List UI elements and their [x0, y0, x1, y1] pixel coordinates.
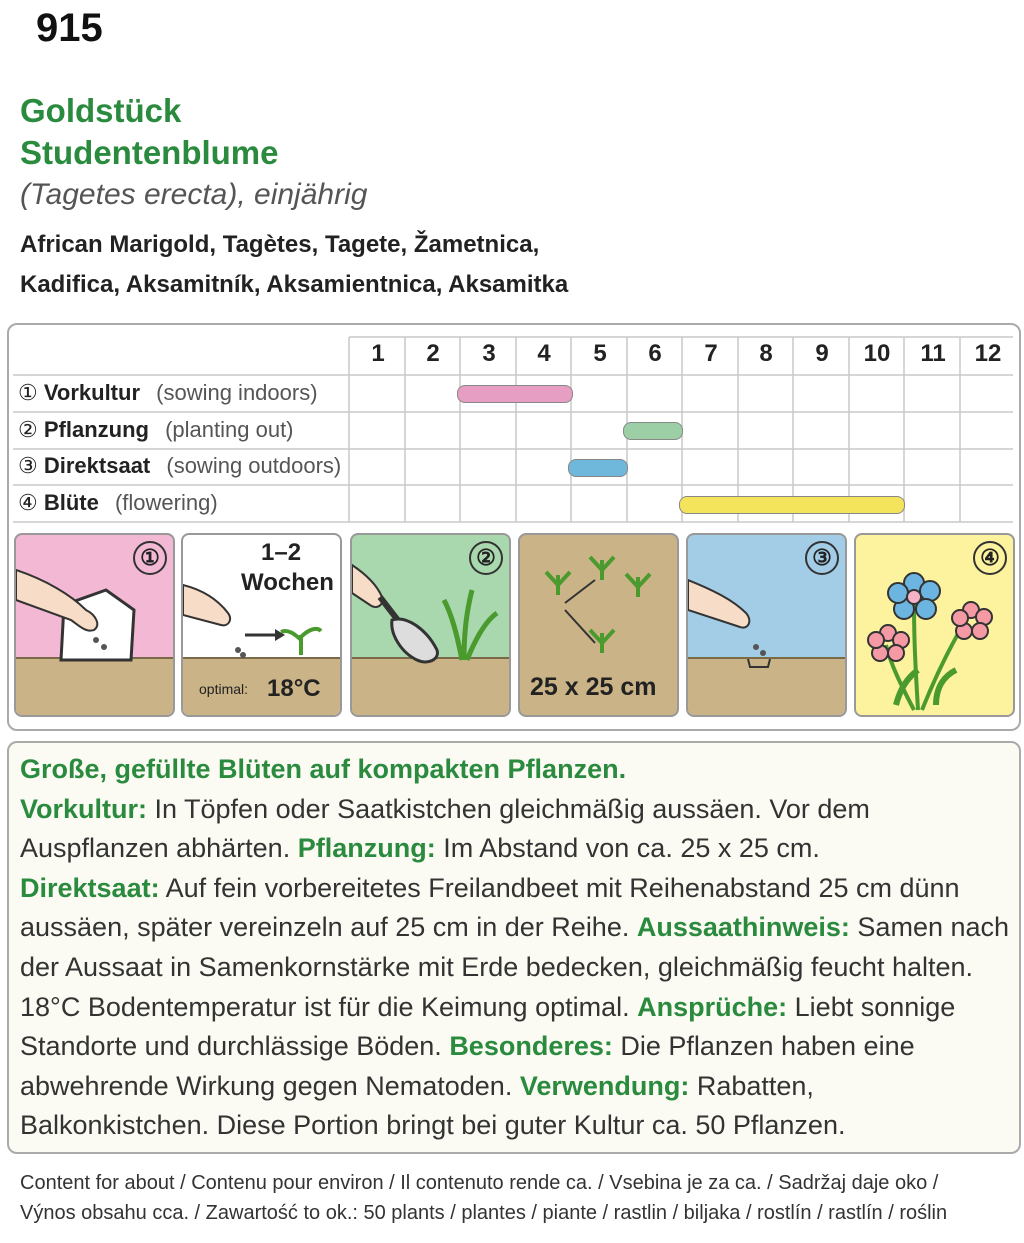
description-text [20, 750, 1010, 1146]
step-1-badge: ① [133, 541, 167, 575]
month-label-10: 10 [863, 340, 891, 367]
plant-name: Studentenblume [20, 134, 279, 171]
bar-planting-out [623, 422, 683, 440]
weeks-label: Wochen [241, 569, 334, 596]
verwendung-text: Rabatten, Balkonkistchen. Diese Portion bringt bei guter Kultur ca. 50 Pflanzen. [20, 1070, 846, 1141]
spacing-label: 25 x 25 cm [530, 673, 657, 701]
headline: Große, gefüllte Blüten auf kompakten Pflanzen. [20, 754, 627, 784]
aussaathinweis-label: Aussaathinweis: [636, 912, 850, 943]
weeks-range: 1–2 [261, 539, 302, 566]
bar-flowering [679, 496, 905, 514]
verwendung-label: Verwendung: [519, 1070, 690, 1101]
step-number-icon: ① [18, 380, 38, 405]
pflanzung-text: Im Abstand von ca. 25 x 25 cm. [435, 833, 820, 864]
besonderes-text: Die Pflanzen haben eine abwehrende Wirkung gegen Nematoden. [20, 1031, 915, 1101]
optimal-temperature: 18°C [267, 675, 321, 702]
step-3-badge: ③ [805, 541, 839, 575]
month-label-12: 12 [974, 340, 1002, 367]
common-names-line1: African Marigold, Tagètes, Tagete, Žametnica, [20, 231, 540, 258]
row-title: Direktsaat [43, 453, 151, 478]
pflanzung-label: Pflanzung: [297, 833, 436, 864]
panel-sowing-indoors [14, 533, 175, 717]
step-number-icon: ② [18, 417, 38, 442]
direktsaat-text: Auf fein vorbereitetes Freilandbeet mit Reihenabstand 25 cm dünn aussäen, später vereinzeln auf 25 cm in der Reihe. [20, 872, 960, 943]
content-note-line2: Výnos obsahu cca. / Zawartość to ok.: 50 plants / plantes / piante / rastlin / biljaka / rostlín / rastlín / roślin [20, 1202, 948, 1224]
panel-spacing [518, 533, 679, 717]
step-number-icon: ③ [18, 453, 38, 478]
calendar-row-sowing-outdoors [18, 453, 341, 479]
step-2-badge: ② [469, 541, 503, 575]
aussaathinweis-text: Samen nach der Aussaat in Samenkornstärke mit Erde bedecken, gleichmäßig feucht halten. 18°C Bodentemperatur ist für die Keimung optimal. [20, 912, 1010, 1022]
step-number-icon: ④ [18, 490, 38, 515]
row-title: Pflanzung [43, 417, 149, 442]
row-subtitle: (planting out) [165, 417, 294, 442]
calendar-row-sowing-indoors [18, 380, 318, 406]
content-note [20, 1168, 1010, 1228]
panel-sowing-outdoors [686, 533, 847, 717]
month-label-2: 2 [426, 340, 440, 367]
optimal-label: optimal: [199, 681, 249, 697]
panel-flowering [854, 533, 1015, 717]
vorkultur-text: In Töpfen oder Saatkistchen gleichmäßig aussäen. Vor dem Auspflanzen abhärten. [20, 793, 870, 864]
row-subtitle: (flowering) [114, 490, 218, 515]
packet-number: 915 [36, 6, 103, 50]
month-label-9: 9 [815, 340, 829, 367]
month-label-4: 4 [537, 340, 551, 367]
row-title: Vorkultur [43, 380, 141, 405]
calendar-row-planting-out [18, 417, 294, 443]
common-names-line2: Kadifica, Aksamitník, Aksamientnica, Aksamitka [20, 271, 569, 298]
bar-sowing-indoors [457, 385, 573, 403]
ansprueche-text: Liebt sonnige Standorte und durchlässige Böden. [20, 991, 956, 1062]
content-note-line1: Content for about / Contenu pour environ / Il contenuto rende ca. / Vsebina je za ca. / Sadržaj daje oko / [20, 1172, 939, 1194]
botanical-name: (Tagetes erecta), einjährig [20, 178, 368, 211]
step-4-badge: ④ [973, 541, 1007, 575]
vorkultur-label: Vorkultur: [20, 793, 147, 824]
bar-sowing-outdoors [568, 459, 628, 477]
month-label-11: 11 [920, 340, 946, 367]
month-label-6: 6 [648, 340, 662, 367]
month-label-3: 3 [482, 340, 496, 367]
panel-planting-out [350, 533, 511, 717]
direktsaat-label: Direktsaat: [20, 872, 160, 903]
ansprueche-label: Ansprüche: [637, 991, 788, 1022]
variety-name: Goldstück [20, 92, 182, 129]
row-title: Blüte [43, 490, 99, 515]
month-label-7: 7 [704, 340, 718, 367]
row-subtitle: (sowing outdoors) [166, 453, 342, 478]
panel-germination [181, 533, 342, 717]
calendar-row-flowering [18, 490, 218, 516]
month-label-1: 1 [371, 340, 385, 367]
row-subtitle: (sowing indoors) [156, 380, 318, 405]
besonderes-label: Besonderes: [449, 1031, 613, 1062]
month-label-8: 8 [759, 340, 773, 367]
month-label-5: 5 [593, 340, 607, 367]
